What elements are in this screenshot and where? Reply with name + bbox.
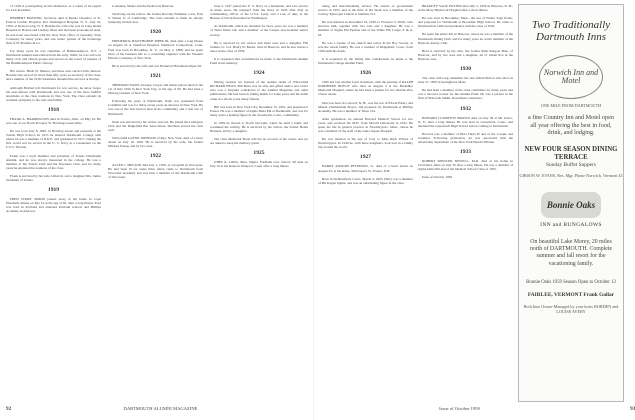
obituary-paragraph: His widow, Hilda W. Maurer, and three sons survive him. Messrs. Bozzino has served for more than fifty years as secretary of the class, and a number of the 1918 classmates attended the services at Roslyn. [6,69,101,82]
obituary-paragraph: ALLEN J. MELSON died July 1, 1959, at a hospital in Worcester. He had been ill for some time. Allen came to Dartmouth from Worcester Academy and was later a member of the Dartmouth Club of Worcester. [108,163,203,180]
obituary-paragraph: June 5, 1957 joined the U. S. Navy as a lieutenant, and saw service in many areas. He resigned from the Navy in 1945 after duty as commanding officer of the U.S.S. Leary and a tour of duty at the Bureau of Naval Personnel in Washington. [210,4,308,21]
inns-advertisement [518,4,624,402]
obituary-paragraph: At Dartmouth, which he attended for three years, he was a member of Theta Delta Chi, and a member of the Casque and Gauntlet senior society. [210,24,308,37]
norwich-inn-description: a fine Country Inn and Motel open all year offering the best in food, drink, and lodging. [528,114,614,137]
issue-date: Issue of October 1959 [439,406,480,411]
obituary-paragraph: He was married at the age of forty to Miss Ruth Wilson of Newburyport. In 1949 he, with three daughters, took part in a family trip around the world. [318,137,413,150]
left-page-footer [6,405,306,413]
obituary-paragraph: He is survived by his wife and son Frederick Hawthorne Piper III. [112,63,202,68]
class-year-heading: 1932 [459,105,472,112]
obituary-paragraph: WILLIAM GLENN JOHNSON of Rye, New York, died of a heart attack on July 16, 1959. He is survived by his wife, the former Mildred Young, and by two sons. [108,135,203,149]
obituary-paragraph: It is requested that contributions be made to the Dartmouth Alumni Fund in his memory. [210,56,308,66]
obituary-paragraph: He was born July 8, 1895, in Bowling Green and prepared at the Toledo High School. In 1913 he entered Dartmouth College with where he was a member of D.K.E. and graduated in 1917. During the first world war he served in the U. S. Navy as a Lieutenant on the U.S.S. Nevada. [6,129,101,150]
left-column-2 [108,4,203,402]
obituary-paragraph: Louisiana, Maine and the Epsilon in Hanover. [112,4,175,8]
norwich-inn-tagline: ONE MILE FROM DARTMOUTH [540,103,602,108]
obituary-paragraph: He was married on December 16, 1939, to Florence S. Webb, who survives him, together with two sons and a daughter. He was a member of Sigma Phi Epsilon and of the White Elk Lodge, F. & A. M. [318,20,413,37]
right-page-number: 93 [630,406,635,412]
obituary-paragraph: Brad is survived by his wife, the former Ruth Kenyon Hale, of Hanover, and by two sons and a daughter, all of whom live in the Hanover area. [418,48,513,61]
class-year-heading: 1933 [459,149,472,156]
obituary-paragraph: During reunion we learned of the sudden death of WILLIAM RICHARD BEAN, Bill Bean was an able and gifted author and writer who was a frequent contributor to the Alumni Magazine and other publications. He had been in failing health for some years and his death came as a shock to his many friends. [210,80,308,101]
obituary-paragraph: Dan was born in Concord, N. H., was the son of Edwin Emery and Maude Chamberlain Boyce, and prepared for Dartmouth at Phillips Academy. He was a member of Theta Chi. [318,100,413,113]
class-year-heading: 1921 [149,72,162,79]
obituary-paragraph: FREDERICK HAWTHORNE PIPER JR. died after a long illness on August 23 at Stamford Hospital, Stamford, Connecticut, Conn. Fred was born in Brookline, N. Y., on May 2, 1898, and he spent most of his business life as a consulting engineer with the Western Electric Company of New York. [108,39,203,60]
class-year-heading: 1924 [253,70,265,77]
bonnie-oaks-logo [541,192,601,218]
right-column-2 [418,4,513,402]
obituary-paragraph: FRANK A. HARRINGTON died in Toledo, Ohio, on May 23. He was one of our North Prospect St. Bowling-Green Ohio. [6,116,101,125]
bonnie-oaks-description: On beautiful Lake Morey, 20 miles north of DARTMOUTH. Complete summer and fall resort for the vacationing family. [529,239,613,267]
obituary-paragraph: Bill was born in New York City, December 15, 1901, and prepared at Exeter. He was a member of Alpha Delta Phi at Dartmouth, and was for many years a leading figure in the Greenwich, Conn., community. [210,104,308,117]
obituary-paragraph: Born in Wethersfield, Conn., March 4, 1905, Harry was a member of Phi Kappa Sigma, and was an outstanding figure in the class. [318,176,413,185]
obituary-paragraph: HERBERT BOZZINO, Secretary died at Bessie Chesebro at St. Francis Cardiac Hospital, Port Washington Hospital, N. Y., July 19, 1959, at Roslyn Long, N. Y. Besides his wife who was in Long Island Hospital in Boston and Lindsay Shaw and had been pronounced dead, he had been associated with the New York office of Guaranty Trust Company for many years, and was senior partner of the brokerage firm of H. Bozzino & Co. [6,16,102,45]
obituary-paragraph: He was born in Brookline, Mass., the son of Walter Sage Potter, and prepared for Dartmouth at Brookline High School. He came to Dartmouth in 1926 and graduated with the class of 1930. [418,16,513,29]
bonnie-oaks-location: FAIRLEE, VERMONT Frank Gollar [527,292,615,299]
left-column-1 [6,4,101,402]
obituary-paragraph: In 1959 he moved to North Norwalk, where he built a home and continued his writing. He is survived by his widow, the former Helen Barnard, and by a daughter. [210,120,308,134]
bonnie-oaks-tagline: INN and BUNGALOWS [540,222,602,229]
obituary-paragraph: The class Memorial Book will list an account of his career, and we are asked to keep his memory green. [210,137,308,146]
obituary-paragraph: FRED STORY SIMON passed away at his home in Cape Elizabeth, Maine on July 14 at the age of 65, after a long illness. Fred was born in Portland and attended Portland schools and Phillips Academy in Andover. [6,197,101,214]
obituary-paragraph: He was a trustee of his church and active in the Boy Scouts, as was the whole family. He was a resident of Ridgefield, Conn., from 1936 until his death. [318,40,413,53]
dining-terrace-heading: NEW FOUR SEASON DINING TERRACE [524,145,618,161]
norwich-inn-contact: GIBSON W. EVANS, Res. Mgr. Phone Norwich, Vermont 43 [519,172,623,178]
page-gutter [313,0,314,420]
norwich-inn-logo [539,55,603,99]
bonnie-oaks-season: Bonnie Oaks 1959 Season Open to October 13 [526,279,616,285]
obituary-paragraph: It is requested by the family that contributions be made to the Dartmouth College Alumni Fund. [318,56,413,66]
class-year-heading: 1920 [149,29,162,36]
class-year-heading: 1925 [253,150,265,157]
class-year-heading: 1930 [459,66,472,73]
obituary-paragraph: The class will long remember the late Alfred Bolton who died on June 27, 1959 in Springfield, Mass. [418,76,513,85]
obituary-paragraph: ROBERT SPENCER NEWELL, M.D. died at his home in Cleveland, Ohio on July 30 after a long illness. He was a member of Alpha Delta Phi and of the Medical School Class of 1935. [418,159,513,172]
obituary-paragraph: Issue of October 1959 [422,175,453,180]
class-year-heading: 1918 [47,106,60,113]
obituary-paragraph: 1926 has lost another loyal classmate, with the passing of RALPH NORTHRUP BOYCE who died on August 3 at the Berkshire Memorial Hospital, where he had been a patient for two months after a heart attack. [318,80,413,97]
obituary-paragraph: He is survived by his widow and three sons and a daughter. His brother, Lt. Col. Henry W. Beebe, lives in Hanover, and he also leaves a niece in the class of 1956. [210,40,308,53]
bonnie-oaks-logo-text: Bonnie Oaks [546,200,596,211]
ad-headline: Two Traditionally Dartmouth Inns [531,19,611,43]
obituary-paragraph: SHERMAN NASH, attorney, lawyer and music patron died on the 1st of July 1959 in New York City, at the age of 60. He had been a lifelong resident of New York. [108,82,203,96]
obituary-paragraph: Nash was survived by his widow and son. He joined the Lexington Club and the Ridgefield Bar Association. Sherman served his class well. [108,119,203,132]
class-year-heading: 1927 [359,154,372,161]
obituary-paragraph: Frank is survived by his wife Lillian R. and a daughter Mrs. James Wullstein of Toledo. [6,173,101,182]
right-column-1 [318,4,413,402]
obituary-paragraph: HOWARD CLEMENTS BROWN died on July 29 at Mt. Kisco, N. Y., after a long illness. He was born in Greenwich, Conn., and attended the Greenwich High School before coming to Dartmouth. [418,115,513,128]
obituary-paragraph: lating and merchandising service. He retired as government service in 1955, and at the time of his death was a member of the Calvary Episcopal Church at Summit, N.J. [318,4,413,17]
norwich-inn-logo-text: Norwich Inn and Motel [543,68,599,85]
obituary-paragraph: He spent his entire life in Hanover, where he was a member of the Dartmouth Outing Club, and for many years an active member of the Hanover Rotary Club. [418,32,513,45]
obituary-paragraph: of 1918 is participating in this memorial, as a token of its regard for Jack Rockhart. [6,4,101,13]
left-page-number: 92 [6,406,12,412]
obituary-paragraph: HARRY ADOLPH PETERSON, Jr., died of a heart attack on August 23, at his home, 36 Prospect St., Exeter, N.H. [318,164,413,173]
obituary-paragraph: After graduation, he entered Harvard Medical School for two years, and received his M.D. from McGill University in 1932. He spent his life in general practice in Newburyport, Mass., where he was a member of the staff of the Anna Jaques Hospital. [318,116,413,134]
obituary-paragraph: BRADLEY SAGE POTTER died July 3, 1959 in Hanover, N. H., at the Mary Hitchcock Hospital after a short illness. [418,4,513,13]
obituary-paragraph: Frank was a loyal member and president of Toledo Dartmouth Alumni, and he was always interested in the college. He was a member of the Toledo Club and the Inverness Club, and for many years he attended the reunions of the class. [6,153,101,170]
obituary-paragraph: Howard was a member of Beta Theta Pi and of the Casque and Gauntlet. Following graduation, he was associated with the advertising department of the New York Herald Tribune. [418,131,513,144]
obituary-paragraph: For many years he was chairman of Hammondsport, N.Y., a Dartmouth Alumni Association from the early 1920s; he was active in many civic and church groups and served on the board of trustees of the Hammondsport Public Library. [6,48,101,66]
obituary-paragraph: JOHN A. LONG, Beta, Sigma, Fordham Law School '28 died on July 10 at his home in Westport, Conn. after a long illness. [210,160,308,169]
class-year-heading: 1922 [149,153,162,160]
class-year-heading: 1926 [359,70,372,77]
class-year-heading: 1919 [47,187,60,194]
right-page-footer [318,405,635,413]
sunday-buffet-text: Sunday Buffet Suppers [546,161,596,168]
obituary-paragraph: He had been a member of the class committee for many years and was a devoted worker for the Alumni Fund. He was a partner in the firm of Bolton & Smith, investment counselors. [418,88,513,101]
inns-owners: Both Inns Owner-Managed by your hosts BORDEN and LOUISE AVERY [523,303,619,315]
obituary-paragraph: Following his years at Dartmouth, Nash was graduated from Columbia and was for thirty-seven years an attorney in New York. He was one of the best known men in his community and a true son of Dartmouth. [108,99,203,116]
obituary-paragraph: Although Herbert left Dartmouth for war service, he never forgot his associations with Dartmouth, and was one of the most faithful attendants at the class reunions in New York. The class extends its warmest sympathy to his wife and family. [6,85,101,102]
left-column-3 [210,4,308,402]
magazine-name: DARTMOUTH ALUMNI MAGAZINE [123,406,198,411]
obituary-paragraph: Surviving are his widow, the former Dorothy Williams; a son, Fred S. Simon Jr. of Cambridge. The class extends to them its sincere sympathy in their loss. [108,12,203,25]
